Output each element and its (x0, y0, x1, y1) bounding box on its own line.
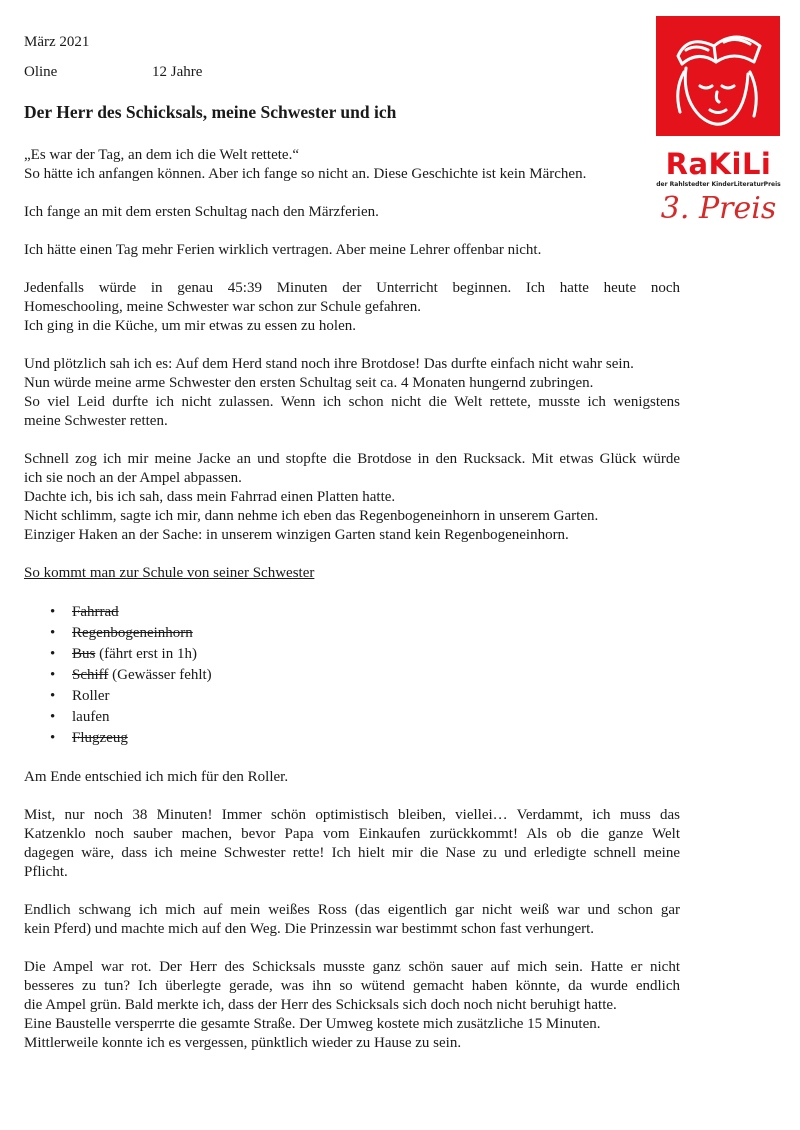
item-note: (Gewässer fehlt) (108, 667, 212, 683)
story-body (24, 146, 680, 1072)
transport-list-section (24, 564, 680, 749)
struck-text: Regenbogeneinhorn (72, 625, 193, 641)
item-note: laufen (72, 709, 110, 725)
text-line: Mittlerweile konnte ich es vergessen, pünktlich wieder zu Hause zu sein. (24, 1035, 462, 1051)
paragraph-10 (24, 958, 680, 1053)
reading-child-book-hat-icon (656, 16, 780, 136)
author-age: 12 Jahre (152, 64, 203, 80)
text-line: Nicht schlimm, sagte ich mir, dann nehme ich eben das Regenbogeneinhorn in unserem Garten. (24, 508, 599, 524)
text-line: Katzenklo noch sauber machen, bevor Papa vom Einkaufen zurückkommt! Als ob die ganze Welt (24, 826, 680, 842)
paragraph-9 (24, 901, 680, 939)
document-date: März 2021 (24, 34, 90, 50)
logo-subtitle: der Rahlstedter KinderLiteraturPreis (656, 181, 781, 188)
struck-text: Schiff (72, 667, 109, 683)
prize-label: 3. Preis (660, 191, 777, 226)
text-line: Am Ende entschied ich mich für den Roller. (24, 769, 289, 785)
paragraph-6 (24, 450, 680, 545)
transport-list (24, 602, 680, 749)
text-line: kein Pferd) und machte mich auf den Weg. Die Prinzessin war bestimmt schon fast verhungert. (24, 921, 595, 937)
text-line: die Ampel grün. Bald merkte ich, dass der Herr des Schicksals sich doch noch nicht beruhigt hatte. (24, 997, 617, 1013)
list-item (24, 623, 680, 644)
text-line: So viel Leid durfte ich nicht zulassen. Wenn ich schon nicht die Welt rettete, musste ich wenigstens (24, 394, 680, 410)
list-item (24, 686, 680, 707)
story-title: Der Herr des Schicksals, meine Schwester und ich (24, 102, 397, 122)
paragraph-2 (24, 203, 680, 222)
text-line: Eine Baustelle versperrte die gesamte Straße. Der Umweg kostete mich zusätzliche 15 Minuten. (24, 1016, 601, 1032)
text-line: Jedenfalls würde in genau 45:39 Minuten der Unterricht beginnen. Ich hatte heute noch (24, 280, 680, 296)
list-item (24, 602, 680, 623)
text-line: So hätte ich anfangen können. Aber ich fange so nicht an. Diese Geschichte ist kein Märchen. (24, 166, 587, 182)
text-line: meine Schwester retten. (24, 413, 168, 429)
paragraph-4 (24, 279, 680, 336)
text-line: dagegen wäre, dass ich meine Schwester rette! Ich hielt mir die Nase zu und erledigte schnell meine (24, 845, 680, 861)
text-line: Homeschooling, meine Schwester war schon zur Schule gefahren. (24, 299, 421, 315)
struck-text: Fahrrad (72, 604, 119, 620)
text-line: „Es war der Tag, an dem ich die Welt rettete.“ (24, 147, 299, 163)
text-line: Ich ging in die Küche, um mir etwas zu essen zu holen. (24, 318, 356, 334)
list-item (24, 728, 680, 749)
text-line: besseres zu tun? Ich überlegte gerade, was ihn so wütend gemacht haben könnte, da wurde endlich (24, 978, 680, 994)
text-line: Dachte ich, bis ich sah, dass mein Fahrrad einen Platten hatte. (24, 489, 396, 505)
list-heading: So kommt man zur Schule von seiner Schwester (24, 565, 315, 581)
text-line: Ich fange an mit dem ersten Schultag nach den Märzferien. (24, 204, 379, 220)
list-item (24, 707, 680, 728)
list-item (24, 644, 680, 665)
paragraph-3 (24, 241, 680, 260)
author-name: Oline (24, 64, 58, 80)
list-item (24, 665, 680, 686)
text-line: Pflicht. (24, 864, 68, 880)
text-line: Einziger Haken an der Sache: in unserem winzigen Garten stand kein Regenbogeneinhorn. (24, 527, 569, 543)
paragraph-7 (24, 768, 680, 787)
text-line: Ich hätte einen Tag mehr Ferien wirklich vertragen. Aber meine Lehrer offenbar nicht. (24, 242, 542, 258)
text-line: ich sie noch an der Ampel abpassen. (24, 470, 242, 486)
logo-wordmark: RaKiLi (665, 147, 772, 181)
struck-text: Flugzeug (72, 730, 128, 746)
paragraph-8 (24, 806, 680, 882)
item-note: (fährt erst in 1h) (95, 646, 197, 662)
text-line: Die Ampel war rot. Der Herr des Schicksals musste ganz schön sauer auf mich sein. Hatte er nicht (24, 959, 680, 975)
text-line: Schnell zog ich mir meine Jacke an und stopfte die Brotdose in den Rucksack. Mit etwas Glück würde (24, 451, 680, 467)
text-line: Und plötzlich sah ich es: Auf dem Herd stand noch ihre Brotdose! Das durfte einfach nicht wahr sein. (24, 356, 634, 372)
paragraph-5 (24, 355, 680, 431)
text-line: Endlich schwang ich mich auf mein weißes Ross (das eigentlich gar nicht weiß war und schon gar (24, 902, 680, 918)
text-line: Mist, nur noch 38 Minuten! Immer schön optimistisch bleiben, viellei… Verdammt, ich muss das (24, 807, 680, 823)
text-line: Nun würde meine arme Schwester den ersten Schultag seit ca. 4 Monaten hungernd zubringen. (24, 375, 594, 391)
paragraph-1 (24, 146, 680, 184)
struck-text: Bus (72, 646, 96, 662)
logo-red-box (656, 16, 780, 136)
rakili-logo (655, 16, 782, 226)
item-note: Roller (72, 688, 110, 704)
